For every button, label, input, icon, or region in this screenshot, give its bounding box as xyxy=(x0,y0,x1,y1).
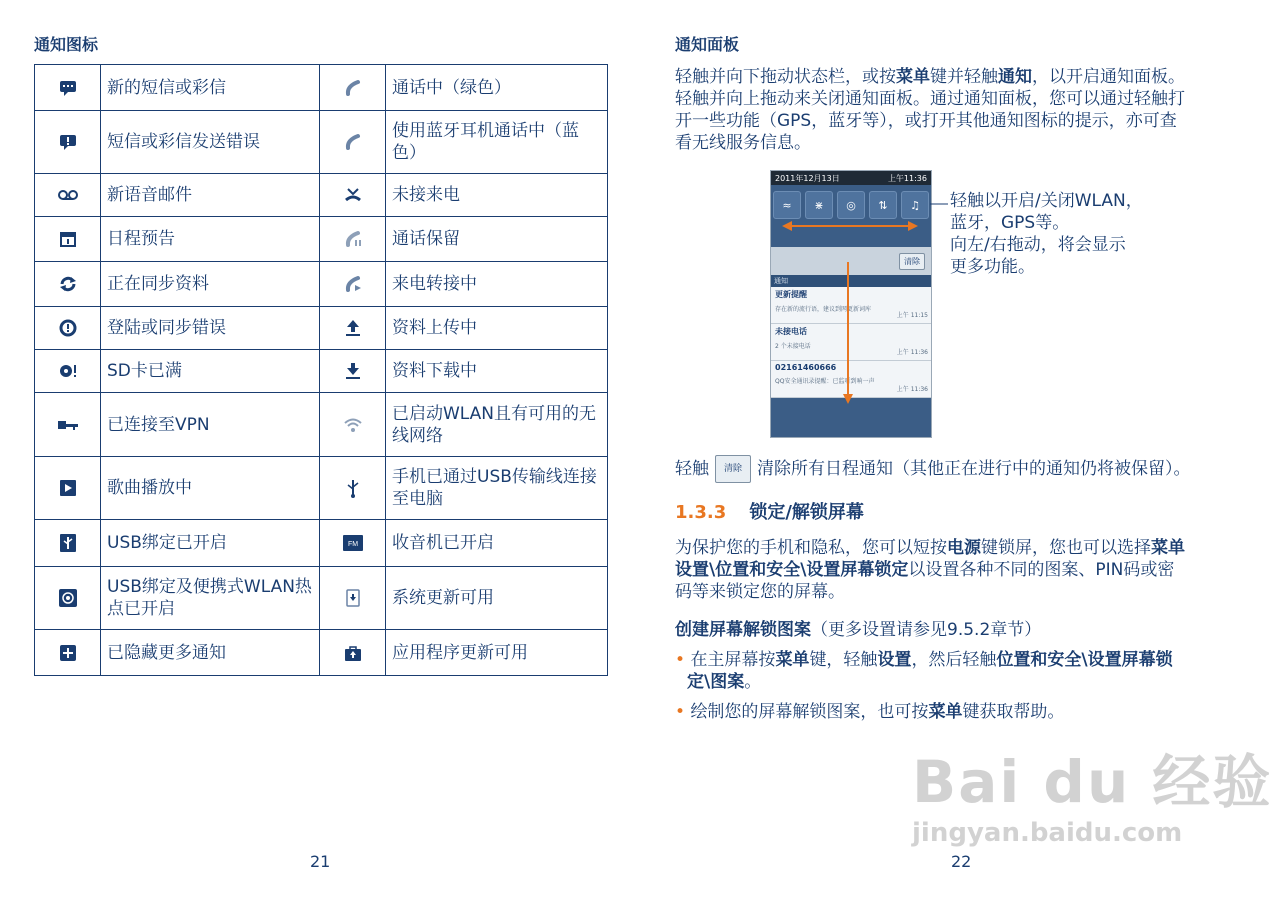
text-run: 键并轻触 xyxy=(930,67,998,87)
text-run: ，以开启通知面板。 xyxy=(1032,67,1185,87)
paragraph-line xyxy=(675,581,1265,603)
description-cell: 短信或彩信发送错误 xyxy=(101,111,320,174)
hotspot-icon xyxy=(59,589,77,607)
icon-cell xyxy=(320,307,386,350)
notification-subtitle: 存在新的流行语，建议到网更新词库 xyxy=(775,306,872,313)
icon-table-row xyxy=(35,567,608,630)
icon-cell xyxy=(320,262,386,307)
text-run: 键获取帮助。 xyxy=(962,702,1065,722)
bold-text: 菜单 xyxy=(928,702,963,722)
description-cell: 来电转接中 xyxy=(386,262,608,307)
description-cell: 手机已通过USB传输线连接至电脑 xyxy=(386,457,608,520)
wifi-icon xyxy=(343,417,363,433)
sub-heading-bold: 创建屏幕解锁图案 xyxy=(675,620,811,640)
notification-icon-table xyxy=(34,64,608,676)
icon-cell xyxy=(35,217,101,262)
description-cell: 歌曲播放中 xyxy=(101,457,320,520)
right-heading: 通知面板 xyxy=(675,35,740,54)
watermark-logo: Bai du 经验 xyxy=(912,748,1273,816)
notification-title: 02161460666 xyxy=(775,363,837,372)
notification-subtitle: 2 个未接电话 xyxy=(775,343,811,350)
bluetooth-toggle-icon[interactable]: ⋇ xyxy=(805,191,833,219)
icon-table-row xyxy=(35,457,608,520)
icon-table-row xyxy=(35,174,608,217)
sound-toggle-icon[interactable]: ♫ xyxy=(901,191,929,219)
text-run: 为保护您的手机和隐私，您可以短按 xyxy=(675,538,947,558)
description-cell: 资料上传中 xyxy=(386,307,608,350)
description-cell: USB绑定已开启 xyxy=(101,520,320,567)
page-number-left: 21 xyxy=(310,852,331,871)
bullet-item xyxy=(675,649,1265,693)
bullet-item xyxy=(675,701,1265,723)
bullet-line xyxy=(675,701,1265,723)
description-cell: 未接来电 xyxy=(386,174,608,217)
notification-header: 通知 xyxy=(771,275,931,287)
vpn-key-icon xyxy=(57,419,79,431)
notification-time: 上午 11:36 xyxy=(896,349,928,356)
icon-cell xyxy=(35,307,101,350)
text-run: 码等来锁定您的屏幕。 xyxy=(675,582,845,602)
description-cell: 已隐藏更多通知 xyxy=(101,630,320,676)
icon-cell xyxy=(35,567,101,630)
icon-cell xyxy=(35,457,101,520)
notification-title: 未接电话 xyxy=(775,327,807,336)
description-cell: 新语音邮件 xyxy=(101,174,320,217)
bold-text: 通知 xyxy=(998,67,1032,87)
watermark-url: jingyan.baidu.com xyxy=(912,818,1183,848)
sub-heading xyxy=(675,619,1041,641)
description-cell: 通话保留 xyxy=(386,217,608,262)
bold-text: 设置\位置和安全\设置屏幕锁定 xyxy=(675,560,909,580)
bullet-dot-icon: • xyxy=(675,650,691,670)
icon-cell xyxy=(320,457,386,520)
callout-line: 向左/右拖动，将会显示 xyxy=(950,235,1126,255)
message-error-icon xyxy=(59,134,77,150)
call-forward-icon xyxy=(344,275,362,293)
notification-subtitle: QQ安全通讯录提醒：已监听到响一声 xyxy=(775,378,875,385)
status-time: 上午11:36 xyxy=(887,173,927,183)
text-run: 绘制您的屏幕解锁图案，也可按 xyxy=(690,702,929,722)
icon-table-row xyxy=(35,65,608,111)
icon-table-row xyxy=(35,393,608,457)
notification-time: 上午 11:15 xyxy=(896,312,928,319)
icon-cell xyxy=(320,520,386,567)
call-hold-icon xyxy=(344,230,362,248)
paragraph-line xyxy=(675,537,1265,559)
text-run: 以设置各种不同的图案、PIN码或密 xyxy=(908,560,1175,580)
sd-full-icon xyxy=(58,363,78,379)
icon-cell xyxy=(35,174,101,217)
clear-button-inline: 清除 xyxy=(715,455,751,483)
left-heading: 通知图标 xyxy=(34,35,99,54)
message-icon xyxy=(59,80,77,96)
icon-cell xyxy=(35,65,101,111)
description-cell: 日程预告 xyxy=(101,217,320,262)
play-icon xyxy=(60,480,76,496)
phone-call-icon xyxy=(344,79,362,97)
description-cell: 正在同步资料 xyxy=(101,262,320,307)
paragraph-line xyxy=(675,559,1265,581)
clear-prefix: 轻触 xyxy=(675,459,709,479)
description-cell: 系统更新可用 xyxy=(386,567,608,630)
icon-cell xyxy=(320,65,386,111)
icon-table-row xyxy=(35,630,608,676)
gesture-arrows xyxy=(770,170,950,436)
bullet-dot-icon: • xyxy=(675,702,691,722)
icon-table-row xyxy=(35,307,608,350)
notification-panel-paragraph xyxy=(675,66,1255,154)
callout-text xyxy=(950,190,1170,278)
section-heading xyxy=(675,498,864,524)
icon-cell xyxy=(320,217,386,262)
usb-tether-icon xyxy=(60,534,76,552)
more-notifications-icon xyxy=(60,645,76,661)
usb-icon xyxy=(346,478,360,498)
icon-cell xyxy=(35,393,101,457)
icon-table-row xyxy=(35,262,608,307)
text-run: 在主屏幕按 xyxy=(690,650,776,670)
icon-cell xyxy=(35,630,101,676)
text-run: 键锁屏，您也可以选择 xyxy=(981,538,1151,558)
bullet-list xyxy=(675,649,1265,731)
download-icon xyxy=(345,362,361,380)
description-cell: 新的短信或彩信 xyxy=(101,65,320,111)
icon-table-row xyxy=(35,111,608,174)
description-cell: 使用蓝牙耳机通话中（蓝色） xyxy=(386,111,608,174)
icon-cell xyxy=(35,350,101,393)
bullet-line xyxy=(675,649,1265,671)
icon-cell xyxy=(35,520,101,567)
icon-cell xyxy=(35,111,101,174)
phone-call-icon xyxy=(344,133,362,151)
sync-error-icon xyxy=(59,319,77,337)
paragraph-line: 开一些功能（GPS，蓝牙等），或打开其他通知图标的提示，亦可查 xyxy=(675,111,1177,131)
system-update-icon xyxy=(346,589,360,607)
icon-cell xyxy=(320,174,386,217)
description-cell: 应用程序更新可用 xyxy=(386,630,608,676)
bold-text: 定\图案 xyxy=(687,672,745,692)
status-date: 2011年12月13日 xyxy=(775,173,840,183)
page-number-right: 22 xyxy=(951,852,972,871)
description-cell: 通话中（绿色） xyxy=(386,65,608,111)
missed-call-icon xyxy=(344,187,362,203)
callout-line: 蓝牙，GPS等。 xyxy=(950,213,1070,233)
description-cell: 资料下载中 xyxy=(386,350,608,393)
wifi-toggle-icon[interactable]: ≈ xyxy=(773,191,801,219)
bold-text: 位置和安全\设置屏幕锁 xyxy=(996,650,1173,670)
icon-table-row xyxy=(35,217,608,262)
upload-icon xyxy=(345,319,361,337)
icon-cell xyxy=(320,567,386,630)
icon-table-row xyxy=(35,520,608,567)
text-run: 键，轻触 xyxy=(809,650,878,670)
description-cell: USB绑定及便携式WLAN热点已开启 xyxy=(101,567,320,630)
icon-cell xyxy=(320,393,386,457)
notification-title: 更新提醒 xyxy=(775,290,807,299)
section-number: 1.3.3 xyxy=(675,502,727,523)
gps-toggle-icon[interactable]: ◎ xyxy=(837,191,865,219)
bold-text: 菜单 xyxy=(1151,538,1185,558)
sub-heading-normal: （更多设置请参见9.5.2章节） xyxy=(811,620,1042,640)
app-update-icon xyxy=(344,644,362,662)
icon-cell xyxy=(320,630,386,676)
data-toggle-icon[interactable]: ⇅ xyxy=(869,191,897,219)
lock-screen-paragraph xyxy=(675,537,1265,603)
description-cell: 登陆或同步错误 xyxy=(101,307,320,350)
section-title: 锁定/解锁屏幕 xyxy=(749,502,864,523)
bold-text: 电源 xyxy=(947,538,981,558)
calendar-icon xyxy=(60,231,76,247)
text-run: ，然后轻触 xyxy=(911,650,997,670)
paragraph-line: 轻触并向上拖动来关闭通知面板。通过通知面板，您可以通过轻触打 xyxy=(675,89,1185,109)
clear-instruction xyxy=(675,455,1265,483)
clear-suffix: 清除所有日程通知（其他正在进行中的通知仍将被保留）。 xyxy=(757,459,1191,479)
callout-line: 轻触以开启/关闭WLAN， xyxy=(950,191,1143,211)
description-cell: 收音机已开启 xyxy=(386,520,608,567)
text-run: 轻触并向下拖动状态栏，或按 xyxy=(675,67,896,87)
bullet-line xyxy=(675,671,1265,693)
sync-icon xyxy=(58,275,78,293)
icon-cell xyxy=(320,111,386,174)
description-cell: SD卡已满 xyxy=(101,350,320,393)
icon-table-row xyxy=(35,350,608,393)
description-cell: 已连接至VPN xyxy=(101,393,320,457)
bold-text: 菜单 xyxy=(896,67,930,87)
fm-radio-icon xyxy=(343,535,363,551)
text-run: 。 xyxy=(744,672,762,692)
icon-cell xyxy=(320,350,386,393)
clear-button[interactable]: 清除 xyxy=(899,253,925,270)
bold-text: 菜单 xyxy=(775,650,810,670)
icon-cell xyxy=(35,262,101,307)
svg-text:FM: FM xyxy=(347,541,358,548)
bold-text: 设置 xyxy=(877,650,912,670)
paragraph-line: 看无线服务信息。 xyxy=(675,133,811,153)
voicemail-icon xyxy=(58,189,78,201)
notification-time: 上午 11:36 xyxy=(896,386,928,393)
description-cell: 已启动WLAN且有可用的无线网络 xyxy=(386,393,608,457)
paragraph-line xyxy=(675,66,1255,88)
callout-line: 更多功能。 xyxy=(950,257,1035,277)
